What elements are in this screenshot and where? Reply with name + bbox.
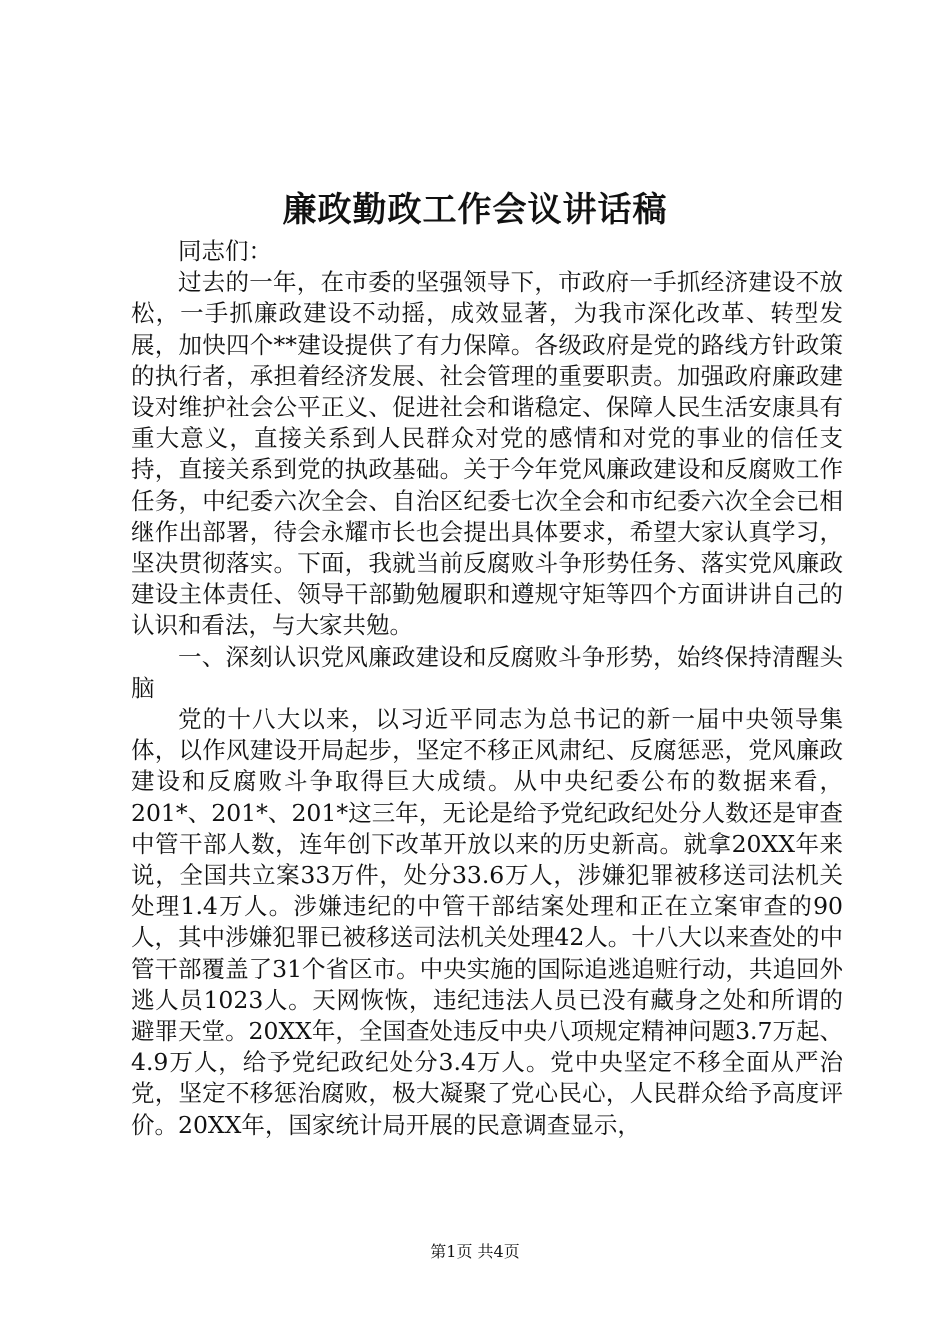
document-title: 廉政勤政工作会议讲话稿 (282, 190, 668, 230)
intro-paragraph: 过去的一年，在市委的坚强领导下，市政府一手抓经济建设不放松，一手抓廉政建设不动摇，成效显著，为我市深化改革、转型发展，加快四个**建设提供了有力保障。各级政府是党的路线方针政策的执行者，承担着经济发展、社会管理的重要职责。加强政府廉政建设对维护社会公平正义、促进社会和谐稳定、保障人民生活安康具有重大意义，直接关系到人民群众对党的感情和对党的事业的信任支持，直接关系到党的执政基础。关于今年党风廉政建设和反腐败工作任务，中纪委六次全会、自治区纪委七次全会和市纪委六次全会已相继作出部署，待会永耀市长也会提出具体要求，希望大家认真学习，坚决贯彻落实。下面，我就当前反腐败斗争形势任务、落实党风廉政建设主体责任、领导干部勤勉履职和遵规守矩等四个方面讲讲自己的认识和看法，与大家共勉。 (131, 268, 843, 640)
page-footer: 第1页 共4页 (430, 1242, 520, 1261)
document-body (131, 236, 843, 1141)
body-paragraph: 党的十八大以来，以习近平同志为总书记的新一届中央领导集体，以作风建设开局起步，坚定不移正风肃纪、反腐惩恶，党风廉政建设和反腐败斗争取得巨大成绩。从中央纪委公布的数据来看，201*、201*、201*这三年，无论是给予党纪政纪处分人数还是审查中管干部人数，连年创下改革开放以来的历史新高。就拿20XX年来说，全国共立案33万件，处分33.6万人，涉嫌犯罪被移送司法机关处理1.4万人。涉嫌违纪的中管干部结案处理和正在立案审查的90人，其中涉嫌犯罪已被移送司法机关处理42人。十八大以来查处的中管干部覆盖了31个省区市。中央实施的国际追逃追赃行动，共追回外逃人员1023人。天网恢恢，违纪违法人员已没有藏身之处和所谓的避罪天堂。20XX年，全国查处违反中央八项规定精神问题3.7万起、4.9万人，给予党纪政纪处分3.4万人。党中央坚定不移全面从严治党，坚定不移惩治腐败，极大凝聚了党心民心，人民群众给予高度评价。20XX年，国家统计局开展的民意调查显示， (131, 705, 843, 1139)
salutation-paragraph: 同志们： (178, 237, 272, 265)
section-heading: 一、深刻认识党风廉政建设和反腐败斗争形势，始终保持清醒头脑 (131, 642, 843, 702)
